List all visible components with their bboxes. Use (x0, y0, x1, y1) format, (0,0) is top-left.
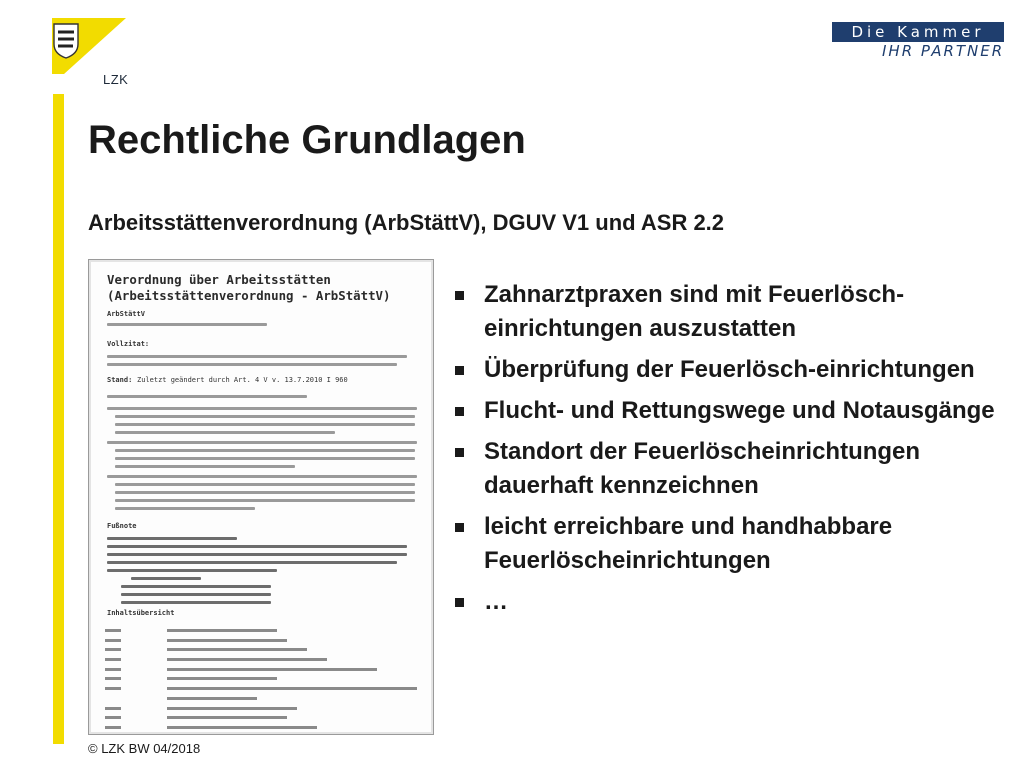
kammer-logo (832, 22, 1004, 62)
document-text-line (107, 537, 237, 540)
slide-subtitle: Arbeitsstättenverordnung (ArbStättV), DGUV V1 und ASR 2.2 (88, 210, 725, 235)
lzk-label: LZK (103, 72, 129, 87)
document-text-line (107, 407, 417, 410)
accent-bar (53, 94, 64, 744)
bullet-text: … (484, 588, 508, 615)
document-inhalt-label: Inhaltsübersicht (107, 609, 175, 617)
bullet-item (453, 585, 1013, 619)
document-heading: Verordnung über Arbeitsstätten (Arbeitsstättenverordnung - ArbStättV) (107, 272, 391, 303)
document-text-line (107, 395, 307, 398)
toc-row (105, 674, 419, 684)
document-text-line (107, 441, 417, 444)
document-text-line (121, 601, 271, 604)
bullet-text: Flucht- und Rettungswege und Notausgänge (484, 397, 995, 424)
document-text-line (107, 355, 407, 358)
bullet-item (453, 278, 1013, 346)
bullet-square-icon (455, 598, 464, 607)
document-stand-text: Zuletzt geändert durch Art. 4 V v. 13.7.2010 I 960 (137, 376, 348, 384)
document-text-line (107, 545, 407, 548)
bullet-square-icon (455, 523, 464, 532)
toc-row (105, 684, 419, 694)
document-text-line (115, 431, 335, 434)
bullet-text: Standort der Feuerlöscheinrichtungen dauerhaft kennzeichnen (484, 438, 921, 499)
document-text-line (107, 561, 397, 564)
bullet-item (453, 353, 1013, 387)
kammer-logo-bottom: IHR PARTNER (882, 42, 1005, 60)
document-stand-label: Stand: (107, 376, 133, 384)
document-fussnote-label: Fußnote (107, 522, 137, 530)
document-text-line (115, 499, 415, 502)
document-text-line (131, 577, 201, 580)
bullet-square-icon (455, 291, 464, 300)
document-text-line (107, 475, 417, 478)
bullet-square-icon (455, 448, 464, 457)
document-vollzitat-label: Vollzitat: (107, 340, 150, 348)
document-text-line (115, 423, 415, 426)
document-text-line (115, 449, 415, 452)
document-text-line (115, 465, 295, 468)
bullet-item (453, 510, 1013, 578)
toc-row (105, 694, 419, 704)
document-text-line (107, 553, 407, 556)
document-text-line (107, 569, 277, 572)
coat-of-arms-icon (54, 24, 78, 58)
slide-title: Rechtliche Grundlagen (88, 118, 526, 162)
document-abbr: ArbStättV (107, 310, 145, 318)
toc-row (105, 723, 419, 733)
footer-copyright: © LZK BW 04/2018 (88, 741, 201, 756)
bullet-item (453, 394, 1013, 428)
toc-row (105, 665, 419, 675)
bullet-text: Zahnarztpraxen sind mit Feuerlösch-einrichtungen auszustatten (484, 281, 905, 342)
bullet-list (453, 278, 1013, 626)
document-text-line (115, 483, 415, 486)
regulation-document-image (88, 259, 434, 735)
bullet-text: Überprüfung der Feuerlösch-einrichtungen (484, 356, 975, 383)
bullet-square-icon (455, 366, 464, 375)
bullet-text: leicht erreichbare und handhabbare Feuerlöscheinrichtungen (484, 513, 893, 574)
document-text-line (107, 363, 397, 366)
kammer-logo-top: Die Kammer (832, 22, 1004, 42)
toc-row (105, 655, 419, 665)
document-text-line (115, 457, 415, 460)
toc-row (105, 704, 419, 714)
toc-row (105, 645, 419, 655)
document-text-line (107, 323, 267, 326)
document-text-line (115, 491, 415, 494)
toc-row (105, 636, 419, 646)
document-text-line (115, 507, 255, 510)
document-text-line (121, 593, 271, 596)
bullet-item (453, 435, 1013, 503)
toc-row (105, 733, 419, 735)
document-text-line (115, 415, 415, 418)
document-text-line (121, 585, 271, 588)
toc-row (105, 626, 419, 636)
bullet-square-icon (455, 407, 464, 416)
document-toc (105, 626, 419, 735)
toc-row (105, 713, 419, 723)
